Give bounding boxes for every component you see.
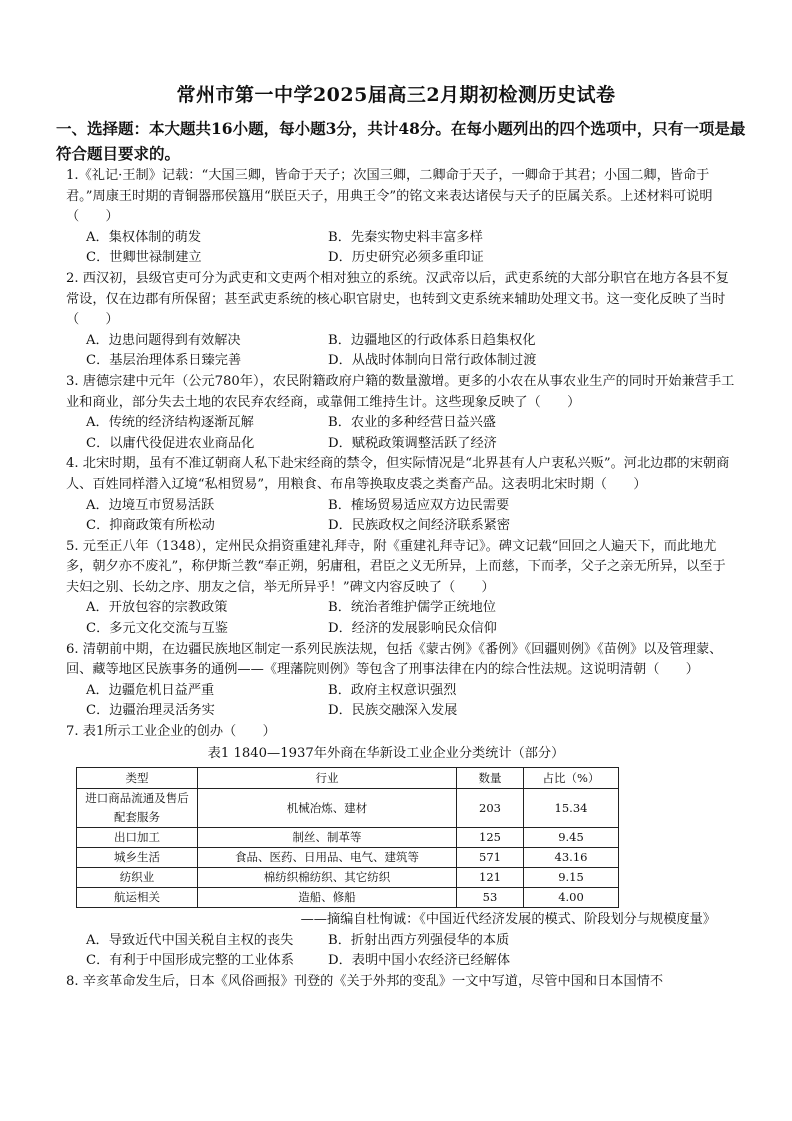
option-d: D．经济的发展影响民众信仰 (328, 621, 497, 637)
option-b: B．统治者维护儒学正统地位 (328, 600, 496, 616)
option-a: A．开放包容的宗教政策 (86, 600, 228, 616)
option-b: B．折射出西方列强侵华的本质 (328, 932, 510, 948)
options-row (66, 331, 736, 352)
header-cell: 数量 (457, 768, 524, 789)
table-cell: 制丝、制革等 (198, 828, 457, 848)
stats-table (76, 767, 619, 908)
option-a: A．集权体制的萌发 (86, 229, 202, 245)
options-row (66, 701, 736, 722)
table-cell: 571 (457, 848, 524, 868)
table-cell: 城乡生活 (77, 848, 198, 868)
options-row (66, 619, 736, 640)
table-cell: 15.34 (524, 789, 619, 828)
options-row (66, 413, 736, 434)
table-cell: 棉纺织棉纺织、其它纺织 (198, 868, 457, 888)
option-d: D．历史研究必须多重印证 (328, 250, 484, 266)
table-header-row (77, 768, 619, 789)
table-cell: 9.15 (524, 868, 619, 888)
options-row (66, 228, 736, 249)
table-cell: 出口加工 (77, 828, 198, 848)
exam-title: 常州市第一中学2025届高三2月期初检测历史试卷 (176, 84, 616, 106)
question-stem: 8. 辛亥革命发生后，日本《风俗画报》刊登的《关于外邦的变乱》一文中写道，尽管中国和日本国情不 (66, 974, 664, 989)
options-row (66, 931, 736, 952)
table-cell: 食品、医药、日用品、电气、建筑等 (198, 848, 457, 868)
options-row (66, 351, 736, 372)
table-cell: 53 (457, 888, 524, 908)
table-cell: 航运相关 (77, 888, 198, 908)
option-b: B．边疆地区的行政体系日趋集权化 (328, 332, 536, 348)
option-c: C．多元文化交流与互鉴 (86, 621, 228, 637)
option-a: A．边疆危机日益严重 (86, 682, 215, 698)
table-cell: 4.00 (524, 888, 619, 908)
table-cell: 机械冶炼、建材 (198, 789, 457, 828)
option-d: D．赋税政策调整活跃了经济 (328, 435, 497, 451)
table-cell: 43.16 (524, 848, 619, 868)
option-d: D．民族政权之间经济联系紧密 (328, 518, 511, 534)
options-row (66, 496, 736, 517)
question-stem: 1.《礼记·王制》记载：“大国三卿，皆命于天子；次国三卿，二卿命于天子，一卿命于其君；小国二卿，皆命于君。”周康王时期的青铜器邢侯簋用“朕臣天子，用典王令”的铭文来表达诸侯与天子的臣属关系。上述材料可说明（ ） (66, 168, 713, 225)
option-c: C．抑商政策有所松动 (86, 518, 215, 534)
option-d: D．从战时体制向日常行政体制过渡 (328, 353, 537, 369)
section-heading: 一、选择题：本大题共16小题，每小题3分，共计48分。在每小题列出的四个选项中，只有一项是最符合题目要求的。 (56, 119, 746, 163)
table-cell: 进口商品流通及售后配套服务 (77, 789, 198, 828)
question-stem: 5. 元至正八年（1348），定州民众捐资重建礼拜寺，附《重建礼拜寺记》。碑文记载“回回之人遍天下，而此地尤多，朝夕亦不废礼”，称伊斯兰教“奉正朔，躬庸租，君臣之义无所异，上而慈，下而孝，父子之亲无所异，以至于夫妇之别、长幼之序、朋友之信，举无所异乎！”碑文内容反映了（ ） (66, 538, 726, 595)
table-row (77, 789, 619, 828)
table-cell: 造船、修船 (198, 888, 457, 908)
option-a: A．传统的经济结构逐渐瓦解 (86, 415, 254, 431)
table-cell: 9.45 (524, 828, 619, 848)
question-stem: 3. 唐德宗建中元年（公元780年），农民附籍政府户籍的数量激增。更多的小农在从事农业生产的同时开始兼营手工业和商业，部分失去土地的农民弃农经商，或靠佣工维持生计。这些现象反映了（ ） (66, 373, 735, 410)
table-row (77, 888, 619, 908)
table-row (77, 848, 619, 868)
header-cell: 占比（%） (524, 768, 619, 789)
option-c: C．世卿世禄制建立 (86, 250, 202, 266)
table-cell: 纺织业 (77, 868, 198, 888)
option-b: B．政府主权意识强烈 (328, 682, 457, 698)
header-cell: 类型 (77, 768, 198, 789)
options-row (66, 434, 736, 455)
option-a: A．导致近代中国关税自主权的丧失 (86, 932, 294, 948)
table-cell: 121 (457, 868, 524, 888)
table-caption: 表1 1840—1937年外商在华新设工业企业分类统计（部分） (207, 745, 565, 761)
options-row (66, 951, 736, 972)
option-b: B．农业的多种经营日益兴盛 (328, 415, 496, 431)
table-row (77, 828, 619, 848)
question-stem: 7. 表1所示工业企业的创办（ ） (66, 724, 276, 740)
table-row (77, 868, 619, 888)
option-b: B．先秦实物史料丰富多样 (328, 229, 483, 245)
option-c: C．以庸代役促进农业商品化 (86, 435, 255, 451)
option-d: D．表明中国小农经济已经解体 (328, 953, 511, 969)
options-row (66, 681, 736, 702)
table-source: ——摘编自杜恂诚：《中国近代经济发展的模式、阶段划分与规模度量》 (300, 912, 716, 928)
options-row (66, 598, 736, 619)
question-stem: 2. 西汉初，县级官吏可分为武吏和文吏两个相对独立的系统。汉武帝以后，武吏系统的大部分职官在地方各县不复常设，仅在边郡有所保留；甚至武吏系统的核心职官尉史，也转到文吏系统来辅助处理文书。这一变化反映了当时（ ） (66, 270, 729, 328)
table-cell: 203 (457, 789, 524, 828)
option-c: C．基层治理体系日臻完善 (86, 353, 242, 369)
options-row (66, 248, 736, 269)
header-cell: 行业 (198, 768, 457, 789)
option-d: D．民族交融深入发展 (328, 703, 458, 719)
option-b: B．榷场贸易适应双方边民需要 (328, 497, 510, 513)
option-c: C．边疆治理灵活务实 (86, 703, 215, 719)
option-a: A．边境互市贸易活跃 (86, 497, 215, 513)
question-stem: 4. 北宋时期，虽有不准辽朝商人私下赴宋经商的禁令，但实际情况是“北界甚有人户衷私兴贩”。河北边郡的宋朝商人、百姓同样潜入辽境“私相贸易”，用粮食、布帛等换取皮裘之类畜产品。这表明北宋时期（ ） (66, 456, 730, 492)
table-cell: 125 (457, 828, 524, 848)
questions-area (66, 166, 736, 993)
option-a: A．边患问题得到有效解决 (86, 332, 241, 348)
question-stem: 6. 清朝前中期，在边疆民族地区制定一系列民族法规，包括《蒙古例》《番例》《回疆则例》《苗例》以及管理蒙、回、藏等地区民族事务的通例——《理藩院则例》等包含了刑事法律在内的综合性法规。这说明清朝（ ） (66, 641, 723, 678)
option-c: C．有利于中国形成完整的工业体系 (86, 953, 294, 969)
options-row (66, 516, 736, 537)
